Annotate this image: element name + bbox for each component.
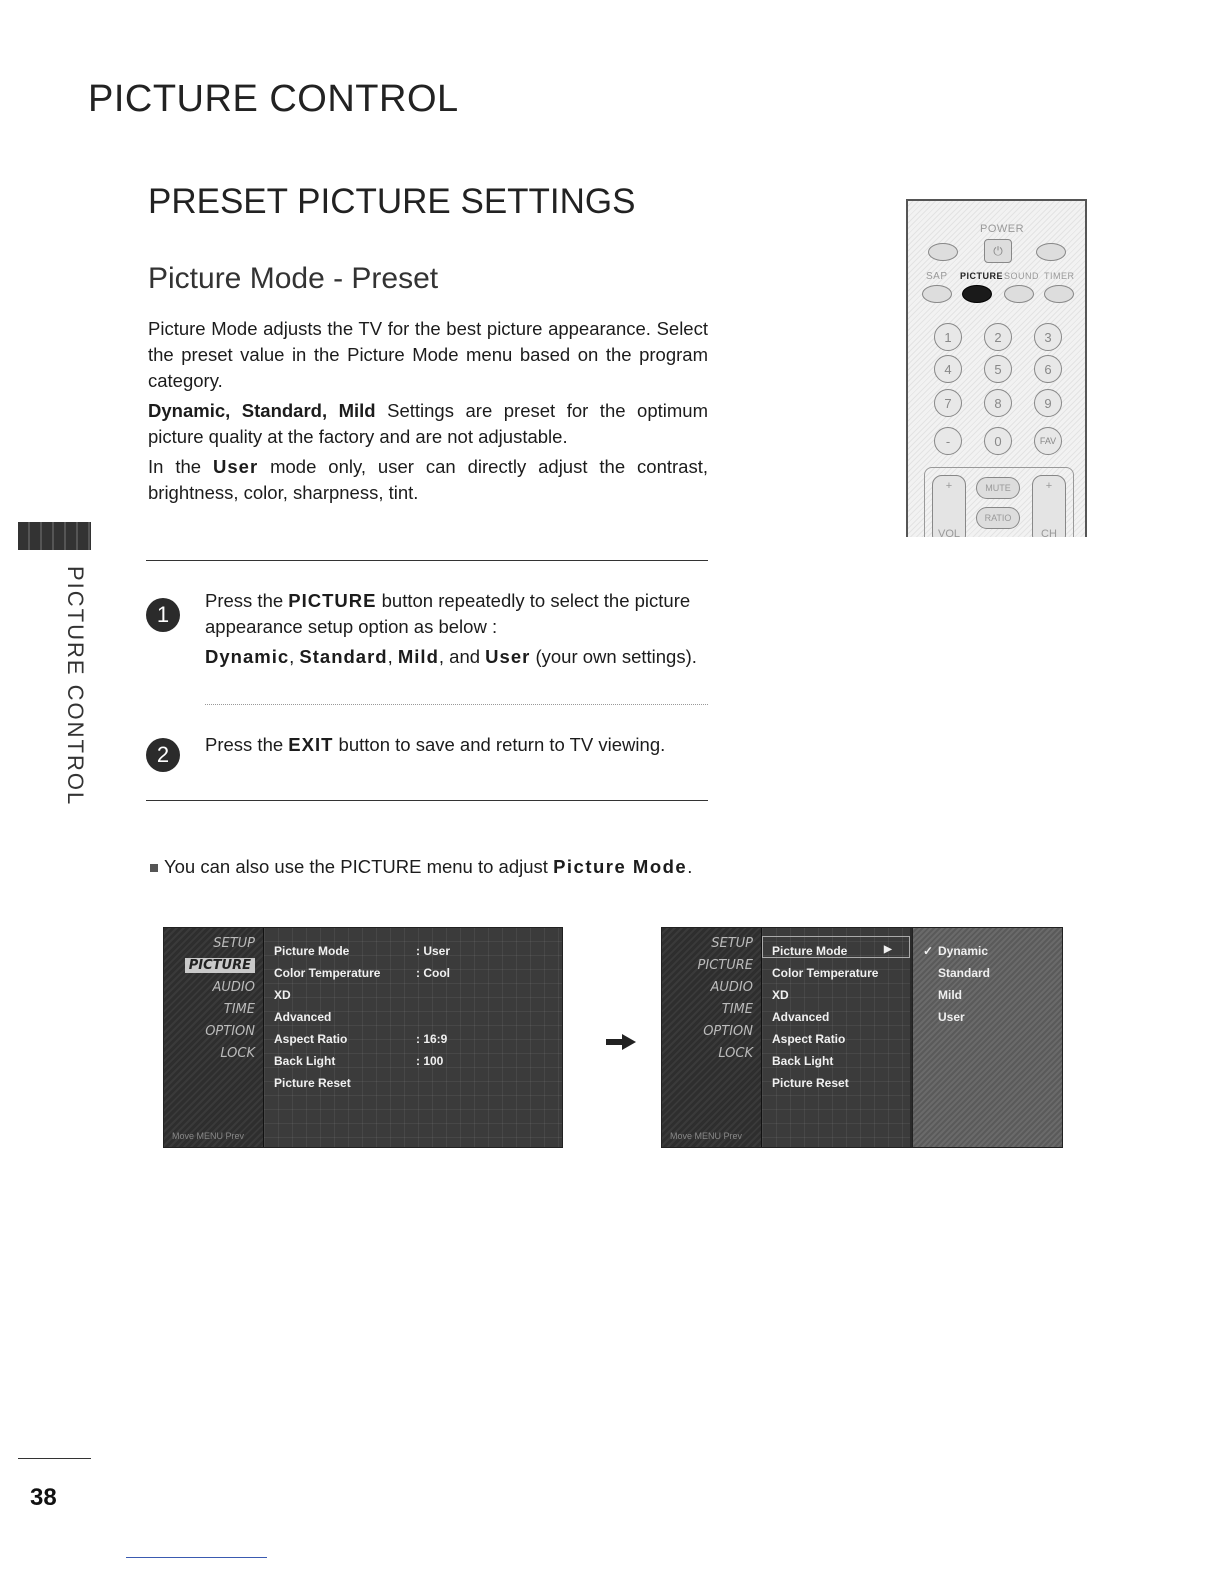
num-2-button: 2 [984,323,1012,351]
footer-rule [126,1557,267,1558]
osd-side-time-2: TIME [721,1002,753,1017]
sap-button [922,285,952,303]
chapter-title: PICTURE CONTROL [88,78,459,120]
vol-label: VOL [937,528,960,537]
osd-option-dynamic: Dynamic [938,944,989,958]
vol-plus-icon: + [945,480,953,492]
osd-footer-2: Move MENU Prev [670,1131,743,1141]
osd-item-color-temperature: Color Temperature [274,966,381,980]
page-number-rule [18,1458,91,1459]
osd-item-picture-mode-2: Picture Mode [772,944,848,958]
intro-paragraph-3: In the User mode only, user can directly adjust the contrast, brightness, color, sharpness, tint. [148,456,709,503]
subsection-title: Picture Mode - Preset [148,262,439,295]
osd-side-lock: LOCK [220,1046,255,1061]
osd-side-lock-2: LOCK [718,1046,753,1061]
intro-paragraph-1: Picture Mode adjusts the TV for the best picture appearance. Select the preset value in the Picture Mode menu based on the program category. [148,318,708,391]
num-8-button: 8 [984,389,1012,417]
osd-option-mild: Mild [938,988,962,1002]
intro-paragraph-2: Dynamic, Standard, Mild Settings are preset for the optimum picture quality at the factory and are not adjustable. [148,400,708,447]
input-button [1036,243,1066,261]
osd-side-audio-2: AUDIO [710,980,753,995]
osd-side-picture: PICTURE [185,958,255,973]
osd-item-advanced: Advanced [274,1010,332,1024]
tv-button [928,243,958,261]
osd-footer: Move MENU Prev [172,1131,245,1141]
fav-button: FAV [1034,427,1062,455]
osd-value-aspect-ratio: : 16:9 [416,1032,448,1046]
osd-item-back-light-2: Back Light [772,1054,834,1068]
arrow-right-icon [606,1034,636,1050]
osd-item-picture-reset: Picture Reset [274,1076,351,1090]
osd-item-xd: XD [274,988,291,1002]
osd-value-picture-mode: : User [416,944,451,958]
intro-text [148,316,708,510]
step-1-text [205,588,710,670]
sap-label: SAP [926,271,948,282]
osd-main-panel [264,928,562,1147]
osd-side-audio: AUDIO [212,980,255,995]
ch-plus-icon: + [1045,480,1053,492]
osd-item-back-light: Back Light [274,1054,336,1068]
power-button: ⏻ [984,239,1012,263]
osd-side-setup: SETUP [213,936,255,951]
osd-side-time: TIME [223,1002,255,1017]
step-2-text: Press the EXIT button to save and return to TV viewing. [205,734,666,755]
vol-rocker [932,475,966,537]
steps-bottom-rule [146,800,708,801]
num-7-button: 7 [934,389,962,417]
osd-side-option: OPTION [205,1024,255,1039]
submenu-pointer-icon: ▶ [884,944,892,955]
sound-label: SOUND [1004,271,1040,281]
osd-item-color-temperature-2: Color Temperature [772,966,879,980]
steps-dotted-divider [205,704,708,705]
side-tab-marker [18,522,91,550]
num-6-button: 6 [1034,355,1062,383]
osd-main-panel-2 [762,928,910,1147]
osd-menu-picture-mode-open [661,927,1063,1148]
ch-label: CH [1041,528,1057,537]
dash-button: - [934,427,962,455]
picture-label: PICTURE [960,271,1004,281]
checkmark-icon: ✓ [923,944,934,958]
step-1-options: Dynamic, Standard, Mild, and User (your own settings). [205,646,697,667]
page-number: 38 [30,1484,57,1511]
num-5-button: 5 [984,355,1012,383]
ratio-button: RATIO [976,507,1020,529]
osd-side-menu [164,928,264,1147]
osd-submenu-picture-mode [912,928,1063,1147]
note-bullet-icon [150,864,158,872]
osd-side-option-2: OPTION [703,1024,753,1039]
timer-label: TIMER [1044,271,1075,281]
remote-control-illustration [906,199,1087,537]
step-1-badge: 1 [146,598,180,632]
osd-item-aspect-ratio-2: Aspect Ratio [772,1032,846,1046]
ch-rocker [1032,475,1066,537]
steps-top-rule [146,560,708,561]
side-tab-label: PICTURE CONTROL [63,566,88,807]
osd-option-user: User [938,1010,965,1024]
osd-option-standard: Standard [938,966,991,980]
section-title: PRESET PICTURE SETTINGS [148,182,636,221]
osd-item-advanced-2: Advanced [772,1010,830,1024]
mute-button: MUTE [976,477,1020,499]
num-3-button: 3 [1034,323,1062,351]
osd-value-color-temperature: : Cool [416,966,450,980]
num-0-button: 0 [984,427,1012,455]
picture-button [962,285,992,303]
osd-side-menu-2 [662,928,762,1147]
osd-side-picture-2: PICTURE [697,958,753,973]
step-2-badge: 2 [146,738,180,772]
osd-item-picture-reset-2: Picture Reset [772,1076,849,1090]
step-1-instruction: Press the PICTURE button repeatedly to select the picture appearance setup option as below : [205,590,691,637]
num-1-button: 1 [934,323,962,351]
power-label: POWER [980,223,1025,235]
num-4-button: 4 [934,355,962,383]
timer-button [1044,285,1074,303]
osd-side-setup-2: SETUP [711,936,753,951]
sound-button [1004,285,1034,303]
note-text: You can also use the PICTURE menu to adjust Picture Mode. [150,856,692,878]
osd-menu-picture [163,927,563,1148]
osd-item-aspect-ratio: Aspect Ratio [274,1032,348,1046]
num-9-button: 9 [1034,389,1062,417]
osd-item-xd-2: XD [772,988,789,1002]
osd-item-picture-mode: Picture Mode [274,944,350,958]
osd-value-back-light: : 100 [416,1054,444,1068]
